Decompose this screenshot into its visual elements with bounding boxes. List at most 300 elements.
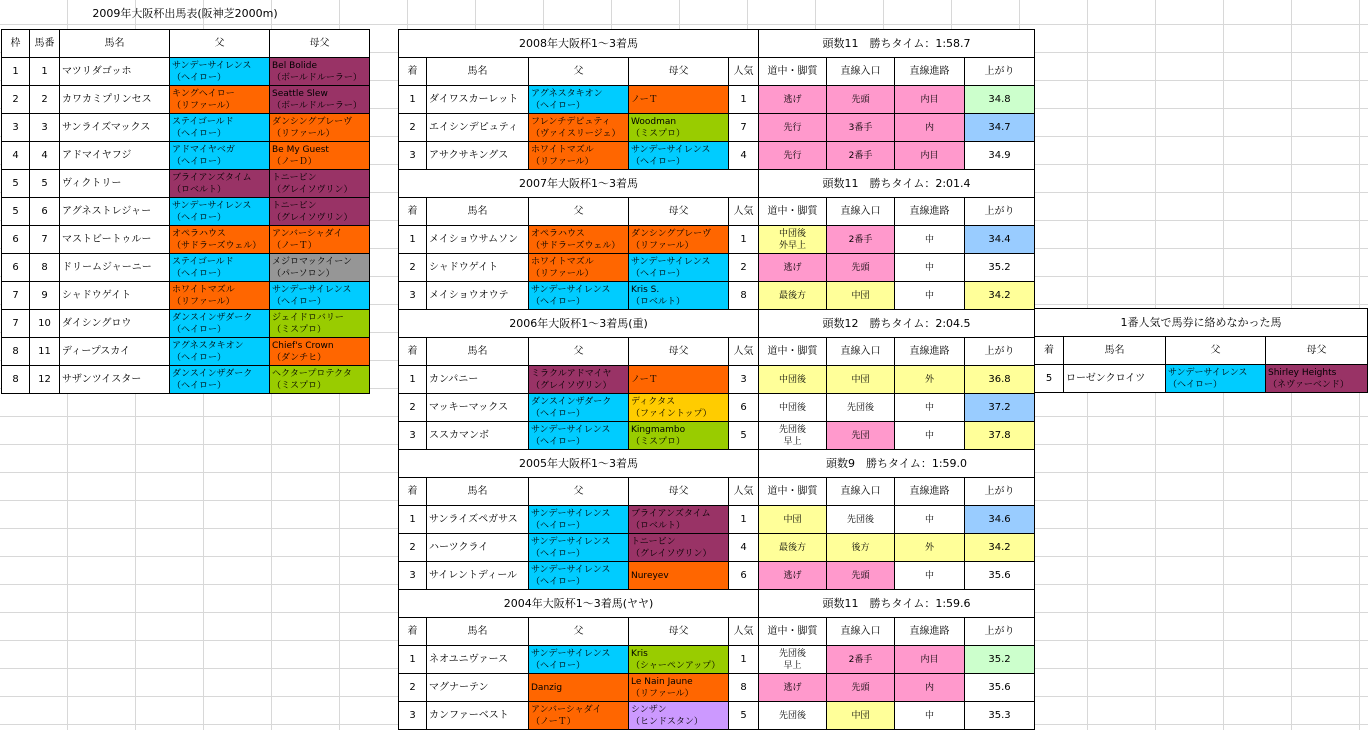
waku-cell: 7 (2, 310, 30, 338)
sire-cell-line-2: （ヘイロー） (172, 324, 227, 335)
sire-cell-line-1: サンデーサイレンス (531, 564, 611, 575)
sire-cell (170, 338, 270, 366)
stretch-course-cell: 中 (895, 562, 965, 590)
umaban-cell: 3 (30, 114, 60, 142)
waku-cell: 1 (2, 58, 30, 86)
horse-name-cell: アグネストレジャー (60, 198, 170, 226)
damsire-cell-line-1: トニービン (631, 536, 676, 547)
lineup-header-cell: 父 (170, 30, 270, 58)
popularity-cell: 1 (729, 646, 759, 674)
sire-cell (170, 254, 270, 282)
running-style-cell-line-2: 外早上 (779, 240, 807, 251)
stretch-course-cell: 中 (895, 254, 965, 282)
horse-name-cell: ダイワスカーレット (427, 86, 529, 114)
damsire-cell (270, 282, 370, 310)
horse-name-cell: ススカマンボ (427, 422, 529, 450)
result-header-row (399, 618, 1035, 646)
stretch-course-cell: 外 (895, 366, 965, 394)
sire-cell-line-2: （ヘイロー） (531, 520, 586, 531)
damsire-cell-line-1: ブライアンズタイム (631, 508, 711, 519)
result-year-title-row (399, 310, 1035, 338)
sire-cell-line-2: （ヘイロー） (172, 268, 227, 279)
damsire-cell-line-1: Chief's Crown (272, 340, 334, 351)
result-year-info: 頭数11 勝ちタイム：1:58.7 (759, 30, 1035, 58)
damsire-cell-line-1: Woodman (631, 116, 677, 127)
popular-header-cell: 着 (1035, 337, 1064, 365)
damsire-cell (270, 254, 370, 282)
result-row (399, 142, 1035, 170)
damsire-cell-line-1: Le Nain Jaune (631, 676, 693, 687)
stretch-course-cell: 内目 (895, 142, 965, 170)
waku-cell: 3 (2, 114, 30, 142)
horse-name-cell: サイレントディール (427, 562, 529, 590)
result-header-cell: 上がり (965, 198, 1035, 226)
horse-name-cell: マストビートゥルー (60, 226, 170, 254)
stretch-entry-cell: 後方 (827, 534, 895, 562)
result-header-cell: 直線進路 (895, 58, 965, 86)
result-year-title-row (399, 30, 1035, 58)
damsire-cell-line-2: （ミスプロ） (631, 436, 686, 447)
finish-position-cell: 2 (399, 254, 427, 282)
horse-name-cell: エイシンデピュティ (427, 114, 529, 142)
umaban-cell: 6 (30, 198, 60, 226)
sire-cell-line-1: サンデーサイレンス (531, 284, 611, 295)
damsire-cell (629, 394, 729, 422)
last-3f-cell: 35.6 (965, 562, 1035, 590)
sire-cell-line-2: （リファール） (172, 296, 235, 307)
finish-position-cell: 1 (399, 646, 427, 674)
result-header-cell: 上がり (965, 478, 1035, 506)
sire-cell-line-1: キングヘイロー (172, 88, 235, 99)
lineup-row (2, 282, 370, 310)
horse-name-cell: カンパニー (427, 366, 529, 394)
horse-name-cell: アサクサキングス (427, 142, 529, 170)
finish-position-cell: 1 (399, 226, 427, 254)
sire-cell-line-2: （サドラーズウェル） (531, 240, 621, 251)
running-style-cell-line-1: 中団後 (779, 402, 807, 413)
damsire-cell-line-1: ダンシングブレーヴ (272, 116, 353, 127)
result-header-cell: 人気 (729, 338, 759, 366)
sire-cell (529, 534, 629, 562)
popularity-cell: 7 (729, 114, 759, 142)
umaban-cell: 7 (30, 226, 60, 254)
result-year-info: 頭数11 勝ちタイム：2:01.4 (759, 170, 1035, 198)
stretch-course-cell: 中 (895, 506, 965, 534)
damsire-cell (629, 562, 729, 590)
result-year-title-row (399, 450, 1035, 478)
result-row (399, 646, 1035, 674)
damsire-cell-line-2: （グレイソヴリン） (631, 548, 712, 559)
sire-cell (529, 394, 629, 422)
sire-cell-line-2: （ヘイロー） (1168, 379, 1223, 390)
popular-header-cell: 馬名 (1064, 337, 1166, 365)
result-header-cell: 母父 (629, 338, 729, 366)
lineup-row (2, 170, 370, 198)
damsire-cell-line-2: （ミスプロ） (272, 324, 327, 335)
waku-cell: 8 (2, 366, 30, 394)
running-style-cell (759, 562, 827, 590)
results-table (398, 29, 1035, 730)
lineup-header-cell: 母父 (270, 30, 370, 58)
last-3f-cell: 35.6 (965, 674, 1035, 702)
stretch-course-cell: 内目 (895, 86, 965, 114)
sire-cell-line-1: ブライアンズタイム (172, 172, 252, 183)
damsire-cell-line-2: （ノーＴ） (272, 240, 317, 251)
running-style-cell (759, 282, 827, 310)
damsire-cell (270, 142, 370, 170)
umaban-cell: 12 (30, 366, 60, 394)
popular-title: 1番人気で馬券に絡めなかった馬 (1035, 309, 1368, 337)
damsire-cell-line-2: （グレイソヴリン） (272, 212, 353, 223)
horse-name-cell: サンライズペガサス (427, 506, 529, 534)
running-style-cell-line-2: 早上 (783, 660, 802, 671)
running-style-cell-line-1: 中団後 (779, 228, 807, 239)
damsire-cell-line-2: （ダンチヒ） (272, 352, 327, 363)
sire-cell-line-2: （サドラーズウェル） (172, 240, 262, 251)
stretch-entry-cell: 先頭 (827, 86, 895, 114)
sire-cell-line-1: フレンチデピュティ (531, 116, 611, 127)
lineup-row (2, 198, 370, 226)
popularity-cell: 5 (729, 702, 759, 730)
result-header-cell: 道中・脚質 (759, 478, 827, 506)
stretch-course-cell: 内 (895, 114, 965, 142)
running-style-cell-line-1: 先団後 (779, 424, 807, 435)
result-header-cell: 馬名 (427, 618, 529, 646)
damsire-cell-line-2: （ヘイロー） (272, 296, 327, 307)
waku-cell: 4 (2, 142, 30, 170)
sire-cell-line-1: ダンスインザダーク (172, 368, 253, 379)
running-style-cell (759, 366, 827, 394)
sire-cell-line-1: Danzig (531, 682, 563, 693)
result-header-cell: 馬名 (427, 198, 529, 226)
popularity-cell: 1 (729, 86, 759, 114)
horse-name-cell: メイショウサムソン (427, 226, 529, 254)
result-year-title: 2007年大阪杯1～3着馬 (399, 170, 759, 198)
damsire-cell (629, 674, 729, 702)
result-header-row (399, 478, 1035, 506)
stretch-entry-cell: 先団後 (827, 394, 895, 422)
damsire-cell-line-1: Seattle Slew (272, 88, 328, 99)
damsire-cell-line-1: シンザン (631, 704, 667, 715)
result-row (399, 534, 1035, 562)
lineup-table (1, 29, 370, 394)
sire-cell (529, 422, 629, 450)
stretch-entry-cell: 先頭 (827, 674, 895, 702)
result-header-cell: 母父 (629, 478, 729, 506)
damsire-cell-line-2: （ヘイロー） (631, 156, 686, 167)
result-row (399, 282, 1035, 310)
popular-title-row (1035, 309, 1368, 337)
result-year-info: 頭数9 勝ちタイム：1:59.0 (759, 450, 1035, 478)
stretch-entry-cell: 2番手 (827, 226, 895, 254)
popularity-cell: 8 (729, 674, 759, 702)
sire-cell (170, 366, 270, 394)
horse-name-cell: ドリームジャーニー (60, 254, 170, 282)
sire-cell-line-1: サンデーサイレンス (531, 536, 611, 547)
damsire-cell-line-2: （シャーペンアップ） (631, 660, 721, 671)
sire-cell (529, 226, 629, 254)
result-row (399, 366, 1035, 394)
horse-name-cell: シャドウゲイト (60, 282, 170, 310)
damsire-cell-line-1: Be My Guest (272, 144, 329, 155)
sire-cell-line-2: （ヘイロー） (172, 128, 227, 139)
last-3f-cell: 37.2 (965, 394, 1035, 422)
damsire-cell-line-2: （ファイントップ） (631, 408, 712, 419)
last-3f-cell: 37.8 (965, 422, 1035, 450)
result-header-cell: 直線進路 (895, 478, 965, 506)
damsire-cell-line-1: ノーＴ (631, 374, 658, 385)
damsire-cell-line-1: ノーＴ (631, 94, 658, 105)
horse-name-cell: ディープスカイ (60, 338, 170, 366)
lineup-row (2, 338, 370, 366)
sire-cell-line-2: （ヴァイスリージェ） (531, 128, 621, 139)
horse-name-cell: カンファーベスト (427, 702, 529, 730)
horse-name-cell: ローゼンクロイツ (1064, 365, 1166, 393)
running-style-cell (759, 702, 827, 730)
damsire-cell-line-1: トニービン (272, 200, 317, 211)
result-header-cell: 直線入口 (827, 58, 895, 86)
popular-header-row (1035, 337, 1368, 365)
damsire-cell-line-1: トニービン (272, 172, 317, 183)
stretch-course-cell: 中 (895, 394, 965, 422)
result-row (399, 254, 1035, 282)
stretch-entry-cell: 2番手 (827, 646, 895, 674)
result-row (399, 422, 1035, 450)
running-style-cell-line-1: 逃げ (783, 682, 802, 693)
result-row (399, 562, 1035, 590)
stretch-course-cell: 内 (895, 674, 965, 702)
horse-name-cell: ネオユニヴァース (427, 646, 529, 674)
sire-cell-line-2: （ヘイロー） (531, 436, 586, 447)
damsire-cell-line-2: （リファール） (272, 128, 335, 139)
finish-position-cell: 1 (399, 86, 427, 114)
running-style-cell-line-1: 逃げ (783, 94, 802, 105)
popularity-cell: 2 (729, 254, 759, 282)
horse-name-cell: ハーツクライ (427, 534, 529, 562)
damsire-cell (270, 226, 370, 254)
sire-cell-line-2: （ヘイロー） (531, 100, 586, 111)
result-header-cell: 直線入口 (827, 198, 895, 226)
running-style-cell (759, 142, 827, 170)
stretch-entry-cell: 先団後 (827, 506, 895, 534)
result-header-cell: 道中・脚質 (759, 338, 827, 366)
running-style-cell (759, 506, 827, 534)
finish-position-cell: 1 (399, 506, 427, 534)
stretch-entry-cell: 中団 (827, 282, 895, 310)
sire-cell (529, 506, 629, 534)
sire-cell-line-2: （ヘイロー） (172, 380, 227, 391)
sire-cell (170, 310, 270, 338)
damsire-cell (270, 114, 370, 142)
horse-name-cell: マッキーマックス (427, 394, 529, 422)
damsire-cell-line-2: （ヘイロー） (631, 268, 686, 279)
damsire-cell (270, 310, 370, 338)
damsire-cell (629, 646, 729, 674)
damsire-cell (270, 170, 370, 198)
horse-name-cell: マツリダゴッホ (60, 58, 170, 86)
result-year-info: 頭数11 勝ちタイム：1:59.6 (759, 590, 1035, 618)
lineup-title: 2009年大阪杯出馬表(阪神芝2000m) (92, 7, 278, 20)
stretch-course-cell: 中 (895, 226, 965, 254)
result-header-cell: 上がり (965, 58, 1035, 86)
sire-cell-line-1: ダンスインザダーク (172, 312, 253, 323)
stretch-course-cell: 中 (895, 282, 965, 310)
damsire-cell (270, 366, 370, 394)
damsire-cell-line-1: サンデーサイレンス (631, 256, 711, 267)
damsire-cell-line-1: Bel Bolide (272, 60, 318, 71)
running-style-cell-line-1: 逃げ (783, 570, 802, 581)
result-header-cell: 母父 (629, 618, 729, 646)
damsire-cell (629, 422, 729, 450)
sire-cell-line-1: ダンスインザダーク (531, 396, 612, 407)
running-style-cell-line-1: 逃げ (783, 262, 802, 273)
lineup-header-cell: 枠 (2, 30, 30, 58)
stretch-course-cell: 中 (895, 422, 965, 450)
damsire-cell-line-2: （パーソロン） (272, 268, 335, 279)
popular-header-cell: 母父 (1266, 337, 1368, 365)
stretch-course-cell: 外 (895, 534, 965, 562)
last-3f-cell: 35.2 (965, 646, 1035, 674)
result-header-cell: 着 (399, 618, 427, 646)
stretch-entry-cell: 中団 (827, 702, 895, 730)
lineup-row (2, 310, 370, 338)
popularity-cell: 4 (729, 534, 759, 562)
horse-name-cell: ヴィクトリー (60, 170, 170, 198)
sire-cell-line-2: （ヘイロー） (172, 212, 227, 223)
horse-name-cell: アドマイヤフジ (60, 142, 170, 170)
sire-cell (529, 646, 629, 674)
umaban-cell: 5 (30, 170, 60, 198)
waku-cell: 7 (2, 282, 30, 310)
damsire-cell-line-2: （ネヴァーベンド） (1268, 379, 1349, 390)
result-year-title: 2004年大阪杯1～3着馬(ヤヤ) (399, 590, 759, 618)
damsire-cell (629, 254, 729, 282)
result-row (399, 702, 1035, 730)
damsire-cell-line-1: ジェイドロバリー (272, 312, 344, 323)
waku-cell: 8 (2, 338, 30, 366)
sire-cell-line-1: サンデーサイレンス (172, 60, 252, 71)
lineup-row (2, 254, 370, 282)
finish-position-cell: 3 (399, 702, 427, 730)
running-style-cell-line-1: 中団 (783, 514, 802, 525)
sire-cell-line-1: オペラハウス (172, 228, 226, 239)
damsire-cell-line-1: メジロマックイーン (272, 256, 353, 267)
stretch-entry-cell: 先頭 (827, 254, 895, 282)
result-header-cell: 馬名 (427, 338, 529, 366)
damsire-cell (1266, 365, 1368, 393)
popularity-cell: 4 (729, 142, 759, 170)
result-header-cell: 父 (529, 58, 629, 86)
lineup-row (2, 58, 370, 86)
running-style-cell (759, 394, 827, 422)
damsire-cell-line-1: アンバーシャダイ (272, 228, 343, 239)
horse-name-cell: サザンツイスター (60, 366, 170, 394)
result-header-cell: 上がり (965, 618, 1035, 646)
result-header-cell: 上がり (965, 338, 1035, 366)
result-row (399, 674, 1035, 702)
finish-position-cell: 2 (399, 114, 427, 142)
sire-cell (529, 86, 629, 114)
sire-cell-line-1: アンバーシャダイ (531, 704, 602, 715)
popularity-cell: 1 (729, 226, 759, 254)
result-header-cell: 直線進路 (895, 198, 965, 226)
result-row (399, 226, 1035, 254)
popularity-cell: 3 (729, 366, 759, 394)
damsire-cell-line-2: （リファール） (631, 240, 694, 251)
sire-cell (529, 282, 629, 310)
umaban-cell: 2 (30, 86, 60, 114)
result-row (399, 114, 1035, 142)
stretch-entry-cell: 3番手 (827, 114, 895, 142)
stretch-entry-cell: 中団 (827, 366, 895, 394)
umaban-cell: 8 (30, 254, 60, 282)
last-3f-cell: 34.8 (965, 86, 1035, 114)
result-year-title-row (399, 170, 1035, 198)
sire-cell-line-1: ホワイトマズル (172, 284, 235, 295)
finish-position-cell: 3 (399, 142, 427, 170)
running-style-cell-line-1: 先団後 (779, 710, 807, 721)
sire-cell-line-1: ステイゴールド (172, 256, 234, 267)
popular-table (1034, 308, 1368, 393)
sire-cell (529, 254, 629, 282)
damsire-cell (629, 142, 729, 170)
popularity-cell: 8 (729, 282, 759, 310)
last-3f-cell: 34.9 (965, 142, 1035, 170)
running-style-cell (759, 422, 827, 450)
horse-name-cell: マグナーテン (427, 674, 529, 702)
result-year-title-row (399, 590, 1035, 618)
result-row (399, 86, 1035, 114)
damsire-cell-line-1: ディクタス (631, 396, 676, 407)
sire-cell-line-1: サンデーサイレンス (172, 200, 252, 211)
finish-position-cell: 2 (399, 674, 427, 702)
sire-cell-line-2: （ヘイロー） (531, 408, 586, 419)
sire-cell (170, 282, 270, 310)
sire-cell (170, 114, 270, 142)
popularity-cell: 1 (729, 506, 759, 534)
sire-cell (529, 366, 629, 394)
result-header-cell: 母父 (629, 58, 729, 86)
waku-cell: 2 (2, 86, 30, 114)
sire-cell-line-2: （ヘイロー） (531, 296, 586, 307)
popular-header-cell: 父 (1166, 337, 1266, 365)
lineup-header-cell: 馬名 (60, 30, 170, 58)
sire-cell (529, 674, 629, 702)
waku-cell: 5 (2, 170, 30, 198)
horse-name-cell: メイショウオウテ (427, 282, 529, 310)
result-row (399, 394, 1035, 422)
damsire-cell-line-2: （リファール） (631, 688, 694, 699)
sire-cell-line-1: アドマイヤベガ (172, 144, 235, 155)
popular-row (1035, 365, 1368, 393)
lineup-header-row (2, 30, 370, 58)
finish-position-cell: 3 (399, 422, 427, 450)
horse-name-cell: カワカミプリンセス (60, 86, 170, 114)
damsire-cell-line-2: （ミスプロ） (272, 380, 327, 391)
result-header-cell: 道中・脚質 (759, 58, 827, 86)
sire-cell (529, 114, 629, 142)
running-style-cell-line-1: 先団後 (779, 648, 807, 659)
result-header-row (399, 198, 1035, 226)
damsire-cell-line-2: （ボールドルーラー） (272, 72, 362, 83)
sire-cell-line-1: ステイゴールド (172, 116, 234, 127)
running-style-cell (759, 226, 827, 254)
umaban-cell: 10 (30, 310, 60, 338)
damsire-cell-line-2: （ロベルト） (631, 296, 686, 307)
sire-cell-line-2: （グレイソヴリン） (531, 380, 612, 391)
sire-cell-line-1: アグネスタキオン (172, 340, 244, 351)
damsire-cell-line-1: Kingmambo (631, 424, 686, 435)
